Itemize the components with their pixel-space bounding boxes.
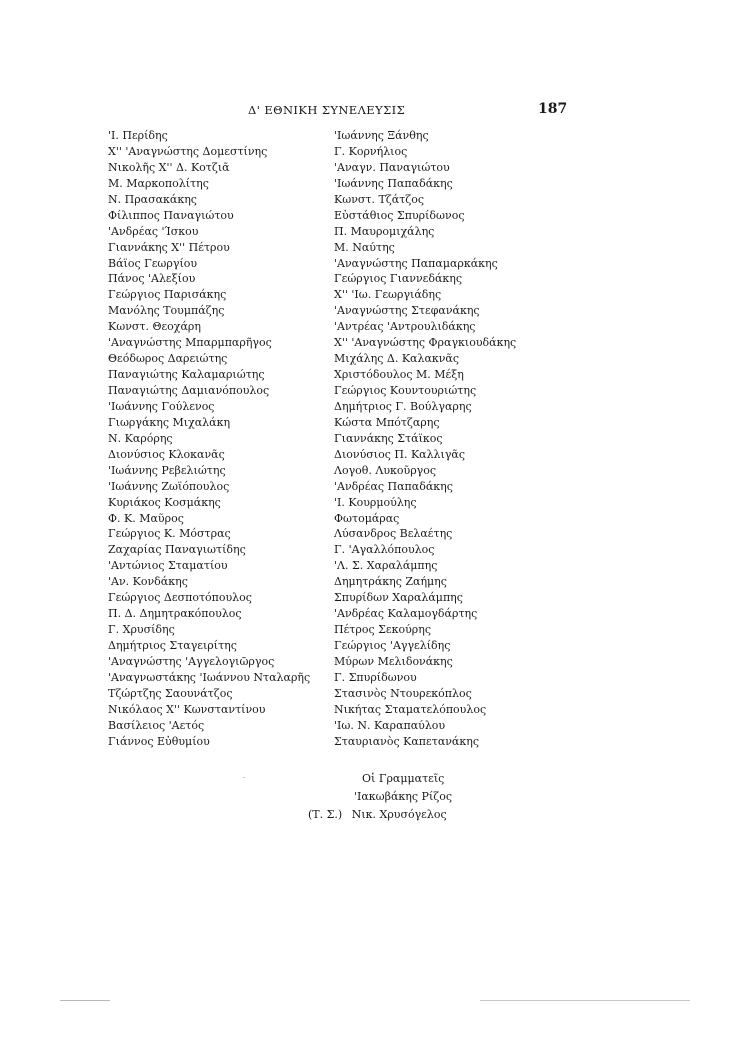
name-entry: Τζώρτζης Σαουνάτζος bbox=[108, 686, 233, 700]
secretary-name-2: Νικ. Χρυσόγελος bbox=[351, 808, 447, 821]
name-entry: Μύρων Μελιδονάκης bbox=[334, 654, 453, 668]
name-entry: Βάϊος Γεωργίου bbox=[108, 256, 198, 270]
name-entry: 'Αναγνωστάκης 'Ιωάννου Νταλαρῆς bbox=[108, 670, 311, 684]
name-entry: 'Ιω. Ν. Καραπαύλου bbox=[334, 718, 446, 732]
name-entry: Δημήτριος Γ. Βούλγαρης bbox=[334, 399, 472, 413]
name-entry: Μανόλης Τουμπάζης bbox=[108, 304, 225, 318]
name-entry: Παναγιώτης Δαμιανόπουλος bbox=[108, 384, 270, 397]
name-entry: Γ. Σπυρίδωνου bbox=[334, 670, 417, 684]
name-entry: 'Αναγν. Παναγιώτου bbox=[334, 160, 450, 174]
name-entry: Γιάννος Εὐθυμίου bbox=[108, 734, 210, 748]
name-entry: Βασίλειος 'Αετός bbox=[108, 718, 205, 732]
scan-artifact-line-left bbox=[60, 1000, 110, 1001]
name-entry: Νικολῆς Χ'' Δ. Κοτζιᾶ bbox=[108, 160, 230, 174]
page-number: 187 bbox=[538, 101, 568, 117]
name-entry: 'Ιωάννης Ζωϊόπουλος bbox=[108, 479, 230, 493]
seal-label: (Τ. Σ.) bbox=[308, 808, 343, 821]
name-entry: Γεώργιος Γιαννεδάκης bbox=[334, 272, 463, 286]
secretary-name-1: 'Ιακωβάκης Ρίζος bbox=[354, 790, 453, 803]
name-entry: 'Αναγνώστης Παπαμαρκάκης bbox=[334, 256, 498, 270]
name-entry: Μ. Μαρκοπολίτης bbox=[108, 176, 209, 190]
name-entry: Γιαννάκης Χ'' Πέτρου bbox=[108, 240, 230, 254]
name-entry: Γ. Κορνήλιος bbox=[334, 144, 408, 158]
name-entry: Κυριάκος Κοσμάκης bbox=[108, 495, 221, 509]
name-entry: Σταυριανὸς Καπετανάκης bbox=[334, 734, 479, 748]
name-entry: Πέτρος Σεκούρης bbox=[334, 623, 432, 637]
name-entry: 'Ι. Περίδης bbox=[108, 129, 168, 142]
name-entry: Φ. Κ. Μαῦρος bbox=[108, 511, 184, 525]
name-entry: Ζαχαρίας Παναγιωτίδης bbox=[108, 543, 246, 557]
right-name-column bbox=[334, 128, 574, 750]
name-entry: Ν. Πρασακάκης bbox=[108, 192, 197, 206]
name-entry: 'Ιωάννης Γούλενος bbox=[108, 399, 215, 413]
name-entry: 'Αντρέας 'Αντρουλιδάκης bbox=[334, 320, 476, 334]
name-entry: Μιχάλης Δ. Καλακνᾶς bbox=[334, 352, 460, 366]
name-entry: Γ. Χρυσίδης bbox=[108, 623, 175, 637]
name-entry: Στασινὸς Ντουρεκόπλος bbox=[334, 686, 472, 700]
name-entry: Κώστα Μπότζαρης bbox=[334, 415, 440, 429]
secretary-line-2 bbox=[308, 806, 478, 824]
name-entry: Γιωργάκης Μιχαλάκη bbox=[108, 415, 231, 429]
name-entry: Φωτομάρας bbox=[334, 511, 400, 525]
name-entry: Κωνστ. Τζάτζος bbox=[334, 192, 425, 206]
name-entry: Κωνστ. Θεοχάρη bbox=[108, 320, 201, 334]
name-entry: 'Ιωάννης Ρεβελιώτης bbox=[108, 463, 226, 477]
page-header-title: Δ' ΕΘΝΙΚΗ ΣΥΝΕΛΕΥΣΙΣ bbox=[248, 103, 406, 117]
name-entry: 'Ανδρέας 'Ίσκου bbox=[108, 224, 199, 238]
name-entry: 'Ι. Κουρμούλης bbox=[334, 495, 417, 509]
name-entry: Φίλιππος Παναγιώτου bbox=[108, 208, 234, 222]
name-entry: 'Αντώνιος Σταματίου bbox=[108, 559, 228, 573]
signature-block bbox=[308, 770, 478, 824]
name-entry: Διονύσιος Π. Καλλιγᾶς bbox=[334, 447, 466, 461]
name-entry: Λογοθ. Λυκοῦργος bbox=[334, 463, 437, 477]
name-entry: Λύσανδρος Βελαέτης bbox=[334, 527, 453, 541]
name-entry: 'Αν. Κονδάκης bbox=[108, 575, 188, 589]
scan-artifact-line-right bbox=[480, 1000, 690, 1001]
name-entry: 'Αναγνώστης Μπαρμπαρῆγος bbox=[108, 336, 272, 350]
name-entry: Σπυρίδων Χαραλάμπης bbox=[334, 591, 463, 605]
name-entry: Χ'' 'Αναγνώστης Δομεστίνης bbox=[108, 144, 268, 158]
name-entry: 'Αναγνώστης Στεφανάκης bbox=[334, 304, 480, 318]
name-entry: Γεώργιος Δεσποτόπουλος bbox=[108, 591, 252, 605]
left-name-column bbox=[108, 128, 338, 750]
name-entry: 'Ιωάννης Ξάνθης bbox=[334, 129, 429, 142]
name-entry: 'Αναγνώστης 'Αγγελογιῶργος bbox=[108, 654, 275, 668]
name-entry: Γεώργιος 'Αγγελίδης bbox=[334, 639, 451, 652]
name-entry: Π. Δ. Δημητρακόπουλος bbox=[108, 607, 242, 621]
name-entry: Θεόδωρος Δαρειώτης bbox=[108, 352, 228, 366]
name-entry: Χριστόδουλος Μ. Μέξη bbox=[334, 368, 464, 382]
name-entry: Γ. 'Αγαλλόπουλος bbox=[334, 543, 435, 557]
name-entry: Π. Μαυρομιχάλης bbox=[334, 224, 435, 238]
name-entry: Γεώργιος Κουντουριώτης bbox=[334, 384, 477, 397]
name-entry: Δημήτριος Σταγειρίτης bbox=[108, 639, 237, 652]
name-entry: Χ'' 'Ιω. Γεωργιάδης bbox=[334, 288, 442, 302]
name-entry: 'Ανδρέας Καλαμογδάρτης bbox=[334, 607, 478, 621]
name-entry: Γεώργιος Παρισάκης bbox=[108, 288, 227, 302]
name-entry: Δημητράκης Ζαήμης bbox=[334, 575, 447, 589]
name-entry: Εὐστάθιος Σπυρίδωνος bbox=[334, 208, 465, 222]
name-entry: Μ. Ναύτης bbox=[334, 240, 395, 254]
name-entry: Γιαννάκης Στάϊκος bbox=[334, 431, 443, 445]
name-entry: Νικόλαος Χ'' Κωνσταντίνου bbox=[108, 702, 266, 716]
name-entry: Πάνος 'Αλεξίου bbox=[108, 272, 196, 286]
name-entry: Παναγιώτης Καλαμαριώτης bbox=[108, 368, 265, 382]
name-entry: Νικήτας Σταματελόπουλος bbox=[334, 702, 487, 716]
name-entry: Χ'' 'Αναγνώστης Φραγκιουδάκης bbox=[334, 336, 517, 350]
name-entry: Γεώργιος Κ. Μόστρας bbox=[108, 527, 231, 541]
name-entry: Ν. Καρόρης bbox=[108, 431, 173, 445]
scan-speck bbox=[243, 777, 245, 778]
name-entry: Διονύσιος Κλοκανᾶς bbox=[108, 447, 225, 461]
name-entry: 'Λ. Σ. Χαραλάμπης bbox=[334, 559, 438, 573]
secretaries-title: Οἱ Γραμματεῖς bbox=[362, 772, 445, 785]
name-entry: 'Ιωάννης Παπαδάκης bbox=[334, 176, 453, 190]
name-entry: 'Ανδρέας Παπαδάκης bbox=[334, 479, 453, 493]
